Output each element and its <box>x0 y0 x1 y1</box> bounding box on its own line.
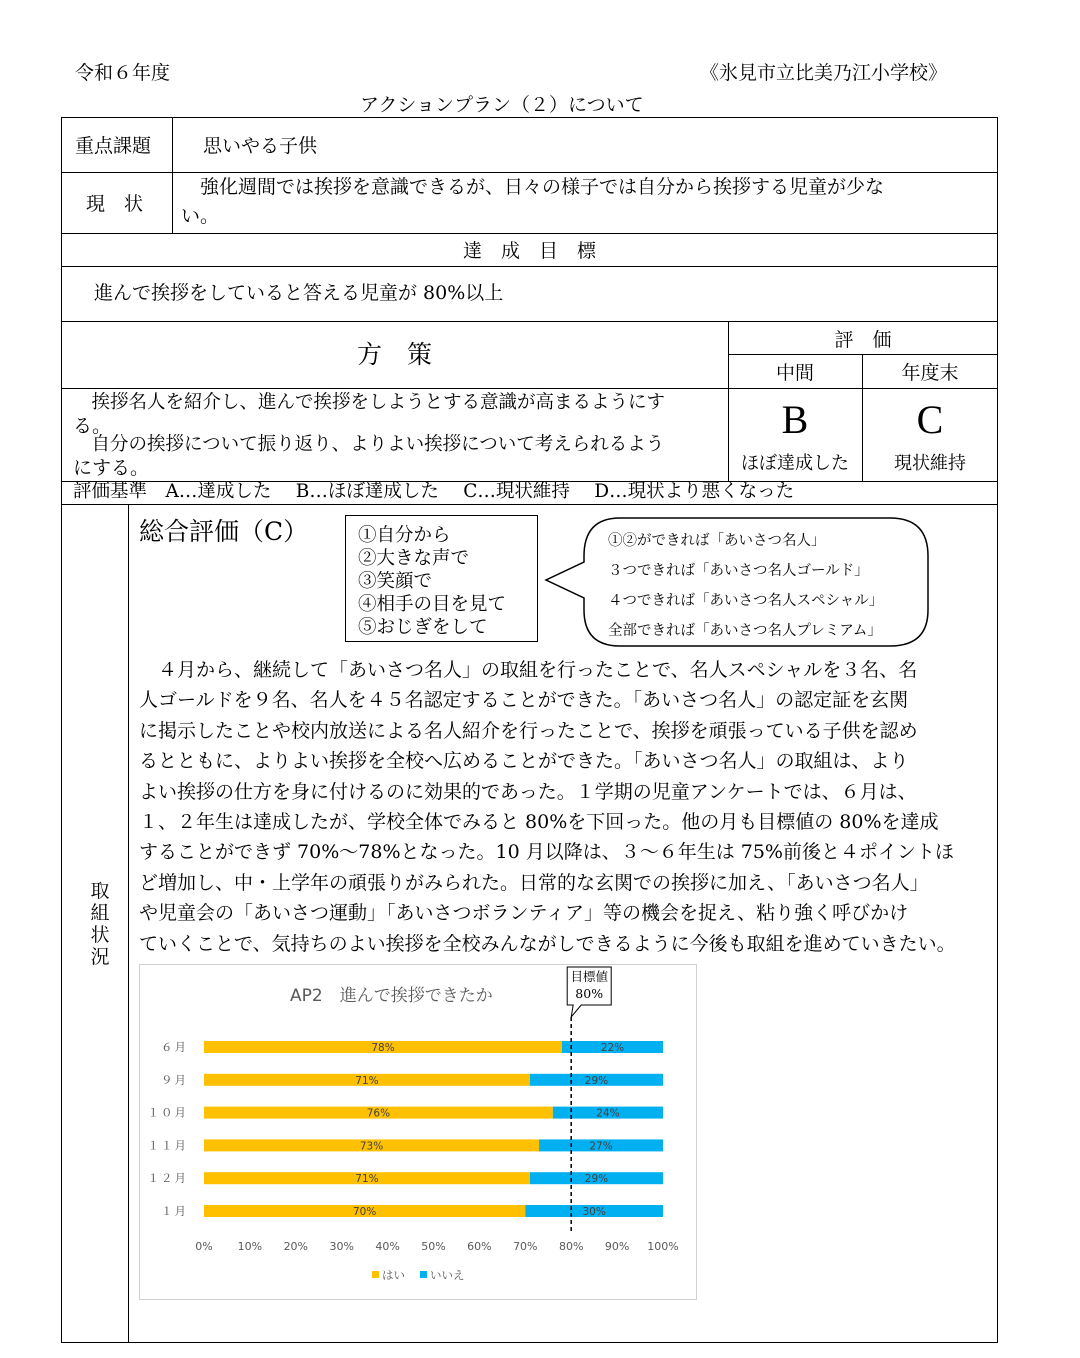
category-label: ６月 <box>161 1040 188 1054</box>
body-line: や児童会の「あいさつ運動」「あいさつボランティア」等の機会を捉え、粘り強く呼びかけ <box>139 902 909 925</box>
legend-swatch <box>372 1271 379 1278</box>
category-label: １２月 <box>147 1171 188 1186</box>
bar-chart <box>140 965 696 1299</box>
data-label: 27% <box>589 1140 613 1153</box>
data-label: 29% <box>584 1074 609 1087</box>
category-label: １０月 <box>147 1105 188 1120</box>
body-line: ４月から、継続して「あいさつ名人」の取組を行ったことで、名人スペシャルを３名、名 <box>139 659 918 681</box>
criteria-item: ④相手の目を見て <box>358 594 507 615</box>
overall-title: 総合評価（C） <box>139 517 309 546</box>
category-label: １月 <box>161 1204 188 1218</box>
target-label: 目標値 <box>570 969 608 984</box>
x-tick-label: 100% <box>647 1240 679 1253</box>
bubble-line: 全部できれば「あいさつ名人プレミアム」 <box>608 623 882 639</box>
end-label: 年度末 <box>901 362 959 384</box>
eval-label: 評 価 <box>834 329 892 351</box>
body-line: １、２年生は達成したが、学校全体でみると 80%を下回った。他の月も目標値の 80%を達成 <box>139 811 939 834</box>
evaluation-criteria: 評価基準 A…達成した B…ほぼ達成した C…現状維持 D…現状より悪くなった <box>73 481 795 502</box>
data-label: 76% <box>366 1107 391 1120</box>
target-value-label: 80% <box>575 986 604 1001</box>
measure-2-line1: 自分の挨拶について振り返り、よりよい挨拶について考えられるよう <box>73 434 665 455</box>
body-line: 人ゴールドを９名、名人を４５名認定することができた。「あいさつ名人」の認定証を玄関 <box>139 689 909 712</box>
legend-label: いいえ <box>430 1268 465 1282</box>
overall-body <box>139 655 999 959</box>
x-tick-label: 90% <box>604 1240 630 1253</box>
criteria-item: ①自分から <box>358 525 451 546</box>
data-label: 71% <box>355 1074 379 1087</box>
body-line: ていくことで、気持ちのよい挨拶を全校みんながしできるように今後も取組を進めていきたい。 <box>139 932 956 955</box>
criteria-item: ⑤おじぎをして <box>358 617 488 638</box>
x-tick-label: 30% <box>329 1240 354 1253</box>
data-label: 70% <box>352 1206 377 1218</box>
x-tick-label: 0% <box>195 1240 213 1253</box>
x-tick-label: 60% <box>467 1240 492 1253</box>
status-text-line1: 強化週間では挨拶を意識できるが、日々の様子では自分から挨拶する児童が少な <box>181 176 885 198</box>
data-label: 22% <box>600 1042 625 1054</box>
end-comment: 現状維持 <box>894 453 966 474</box>
chart-frame <box>139 964 697 1300</box>
data-label: 29% <box>584 1173 609 1186</box>
x-tick-label: 80% <box>558 1240 584 1253</box>
goal-text: 進んで挨拶をしていると答える児童が 80%以上 <box>94 282 504 304</box>
bubble-text <box>608 526 883 646</box>
x-tick-label: 20% <box>283 1240 309 1253</box>
body-line: ど増加し、中・上学年の頑張りがみられた。日常的な玄関での挨拶に加え、「あいさつ名人」 <box>139 871 929 894</box>
bubble-line: ３つできれば「あいさつ名人ゴールド」 <box>608 563 869 579</box>
body-line: るとともに、よりよい挨拶を全校へ広めることができた。「あいさつ名人」の取組は、より <box>139 750 909 773</box>
chart-title: AP2 進んで挨拶できたか <box>290 986 493 1006</box>
x-tick-label: 70% <box>513 1240 538 1253</box>
data-label: 78% <box>371 1042 395 1054</box>
measure-2-line2: にする。 <box>73 457 150 479</box>
legend-label: はい <box>382 1268 405 1282</box>
legend-swatch <box>420 1271 427 1278</box>
data-label: 71% <box>355 1173 379 1186</box>
data-label: 30% <box>582 1206 606 1218</box>
mid-label: 中間 <box>775 362 814 384</box>
goal-label: 達 成 目 標 <box>462 240 596 262</box>
data-label: 24% <box>596 1107 620 1120</box>
x-tick-label: 40% <box>375 1240 400 1253</box>
status-text-line2: い。 <box>181 205 220 227</box>
side-label: 取組状況 <box>90 880 110 968</box>
category-label: ９月 <box>161 1072 188 1087</box>
x-tick-label: 50% <box>421 1240 446 1253</box>
fiscal-year: 令和６年度 <box>75 62 171 84</box>
mid-comment: ほぼ達成した <box>741 453 849 474</box>
criteria-item: ③笑顔で <box>358 571 433 592</box>
criteria-item: ②大きな声で <box>358 548 470 569</box>
category-label: １１月 <box>147 1138 188 1153</box>
page-title: アクションプラン（２）について <box>360 94 644 116</box>
school-name: 《氷見市立比美乃江小学校》 <box>700 62 948 84</box>
body-line: することができず 70%～78%となった。10 月以降は、３～６年生は 75%前後と４ポイントほ <box>139 841 954 864</box>
criteria-box <box>345 515 538 642</box>
data-label: 73% <box>359 1140 384 1153</box>
measure-1-line1: 挨拶名人を紹介し、進んで挨拶をしようとする意識が高まるようにす <box>73 392 666 413</box>
focus-label: 重点課題 <box>75 135 152 157</box>
measure-1-line2: る。 <box>73 415 112 437</box>
focus-value: 思いやる子供 <box>203 135 318 157</box>
body-line: に掲示したことや校内放送による名人紹介を行ったことで、挨拶を頑張っている子供を認め <box>139 719 918 742</box>
measures-label: 方 策 <box>356 340 432 369</box>
bubble-line: ４つできれば「あいさつ名人スペシャル」 <box>608 593 884 609</box>
status-label: 現 状 <box>86 193 144 215</box>
end-grade: C <box>916 397 944 442</box>
x-tick-label: 10% <box>237 1240 263 1253</box>
mid-grade: B <box>781 397 809 442</box>
body-line: よい挨拶の仕方を身に付けるのに効果的であった。１学期の児童アンケートでは、６月は、 <box>139 780 917 803</box>
bubble-line: ①②ができれば「あいさつ名人」 <box>608 533 826 549</box>
